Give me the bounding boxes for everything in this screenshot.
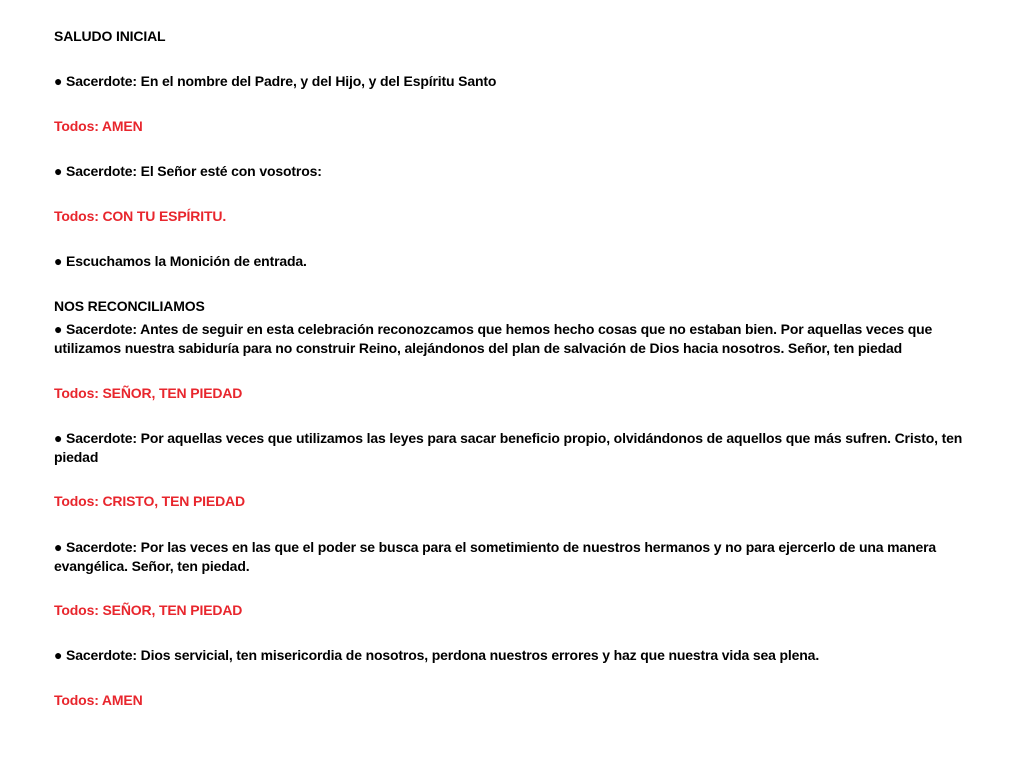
priest-line: ● Sacerdote: Por las veces en las que el poder se busca para el sometimiento de nuestros hermanos y no para ejercerlo de una manera evangélica. Señor, ten piedad. <box>54 539 937 574</box>
response-line: Todos: SEÑOR, TEN PIEDAD <box>54 385 243 401</box>
response-line: Todos: AMEN <box>54 118 143 134</box>
priest-line: ● Escuchamos la Monición de entrada. <box>54 253 307 269</box>
response-line: Todos: CON TU ESPÍRITU. <box>54 208 227 224</box>
response-line: Todos: AMEN <box>54 692 143 708</box>
heading-saludo-inicial: SALUDO INICIAL <box>54 28 166 44</box>
response-line: Todos: CRISTO, TEN PIEDAD <box>54 493 245 509</box>
response-line: Todos: SEÑOR, TEN PIEDAD <box>54 602 243 618</box>
priest-line: ● Sacerdote: Antes de seguir en esta celebración reconozcamos que hemos hecho cosas que no estaban bien. Por aquellas veces que utilizamos nuestra sabiduría para no construir Reino, alejándonos del plan de salvación de Dios hacia nosotros. Señor, ten piedad <box>54 321 933 356</box>
priest-line: ● Sacerdote: El Señor esté con vosotros: <box>54 163 322 179</box>
priest-line: ● Sacerdote: Por aquellas veces que utilizamos las leyes para sacar beneficio propio, olvidándonos de aquellos que más sufren. Cristo, ten piedad <box>54 430 963 465</box>
priest-line: ● Sacerdote: Dios servicial, ten misericordia de nosotros, perdona nuestros errores y haz que nuestra vida sea plena. <box>54 647 820 663</box>
heading-nos-reconciliamos: NOS RECONCILIAMOS <box>54 298 205 314</box>
priest-line: ● Sacerdote: En el nombre del Padre, y del Hijo, y del Espíritu Santo <box>54 73 497 89</box>
